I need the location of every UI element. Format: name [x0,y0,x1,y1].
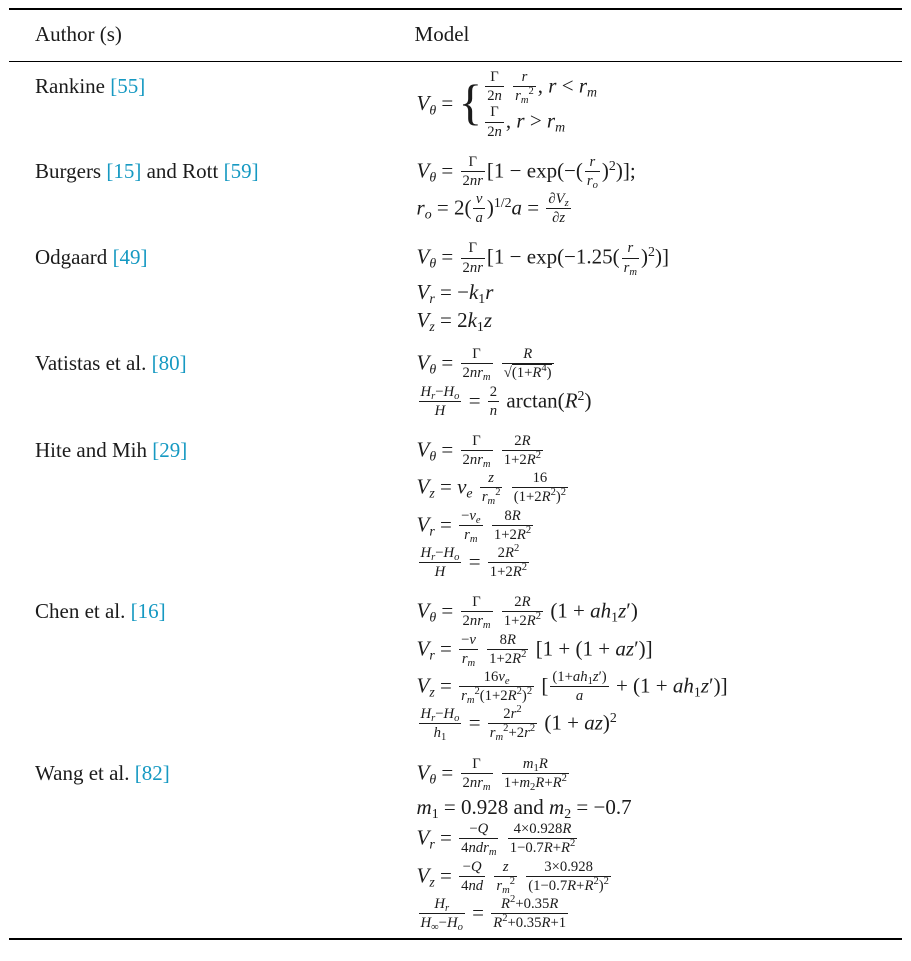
formula-line: $\frac{H_r}{H_\infty-H_o}$ = $\frac{R^2+0.35R}{R^2+0.35R+1}$ [420,894,567,934]
table-row [9,147,902,234]
citation-link[interactable]: [15] [106,158,142,183]
table-row [9,339,902,426]
table-row [9,62,902,147]
formula-line: $V_\theta$ = { $\frac{\Gamma}{2n}$ $\frac{r}{r_m^2}$ , $r < r_m$ $\frac{\Gamma}{2n}$ , $r > r_m$ [416,69,598,140]
model-cell [389,587,902,748]
citation-link[interactable]: [82] [134,760,170,785]
author-cell: Wang et al. [82] [35,760,170,785]
citation-link[interactable]: [59] [223,158,259,183]
table-row [9,426,902,587]
formula-line: $V_r$ = −Q 4ndr$_m$ $\frac{4\times 0.928R}{1-0.7R+R^2}$ [416,821,576,859]
model-cell [389,339,902,426]
formula-line: $\frac{H_r-H_o}{h_1}$ = $\frac{2r^2}{r_m^2+2r^2}$ (1 + az)$^2$ [420,704,617,744]
header-row [9,9,902,62]
formula-line: $V_r = -k_1r$ [416,279,494,306]
formula-line: $V_z = \nu_e$ $\frac{z}{r_m^2}$ $\frac{16}{(1+2R^2)^2}$ [416,470,567,508]
citation-link[interactable]: [29] [152,437,188,462]
formula-line: $V_\theta$ = Γ $2nr_m$ $\frac{R}{√(1+R^4)}$ [416,346,552,384]
formula-line: $V_\theta$ = Γ $2nr_m$ $\frac{2R}{1+2R^2}$ [416,432,542,471]
table-row [9,587,902,748]
model-cell [389,749,902,940]
model-cell [389,233,902,339]
citation-link[interactable]: [16] [130,599,166,624]
formula-line: $\frac{H_r-H_o}{H}$ = $\frac{2R^2}{1+2R^2}$ [420,543,528,581]
author-cell: Burgers [15] and Rott [59] [35,158,259,183]
author-cell: Rankine [55] [35,74,146,98]
formula-line: $V_r$ = $\frac{-\nu}{r_m}$ $\frac{8R}{1+2R^2}$ [1 + (1 + az′)] [416,631,653,669]
formula-line: $r_o = 2$( $\frac{\nu}{a}$ )$^{1/2}$a = $\frac{\partial V_z}{\partial z}$ [416,191,569,227]
formula-line: $V_\theta$ = $\frac{\Gamma}{2nr}$ [1 − exp(−( $\frac{r}{r_o}$ )$^2$)]; [416,153,636,192]
formula-line: $V_r$ = $\frac{-\nu_e}{r_m}$ $\frac{8R}{1+2R^2}$ [416,507,532,545]
formula-line: $V_\theta$ = Γ $2nr_m$ $\frac{2R}{1+2R^2}$ $(1 + ah_1z')$ [416,594,638,632]
column-header-model: Model [389,9,902,62]
formula-line: $m_1 = 0.928$ and $m_2 = -0.7$ [416,795,632,822]
table-row [9,233,902,339]
formula-line: $V_\theta$ = Γ $2nr_m$ $\frac{m_1R}{1+m_2R+R^2}$ [416,755,567,793]
table-header [9,9,902,62]
model-cell [389,147,902,234]
table-body [9,62,902,940]
author-cell: Vatistas et al. [80] [35,351,187,376]
table-row [9,749,902,940]
model-cell [389,426,902,587]
author-cell: Odgaard [49] [35,245,148,270]
formula-line: $V_z$ = $\frac{-Q}{4nd}$ $\frac{z}{r_m^2}$ $\frac{3\times 0.928}{(1-0.7R+R^2)^2}$ [416,858,609,896]
citation-link[interactable]: [55] [110,74,146,98]
citation-link[interactable]: [80] [151,351,187,376]
model-cell [389,62,902,147]
formula-line: $\frac{H_r-H_o}{H}$ = $\frac{2}{n}$ $\arctan(R^2)$ [420,383,592,419]
column-header-authors: Author (s) [9,9,389,62]
author-cell: Chen et al. [16] [35,599,166,624]
vortex-models-table [9,8,902,940]
formula-line: $V_z = 2k_1z$ [416,307,493,335]
formula-line: $V_z$ = $\frac{16\nu_e}{r_m^2(1+2R^2)^2}$ [ $\frac{(1+ah_1z')}{a}$ + $(1 + ah_1z')$] [416,668,728,707]
author-cell: Hite and Mih [29] [35,437,188,462]
formula-line: $V_\theta$ = $\frac{\Gamma}{2nr}$ [1 − exp(−1.25( $\frac{r}{r_m}$ )$^2$)] [416,240,669,278]
citation-link[interactable]: [49] [112,245,148,270]
